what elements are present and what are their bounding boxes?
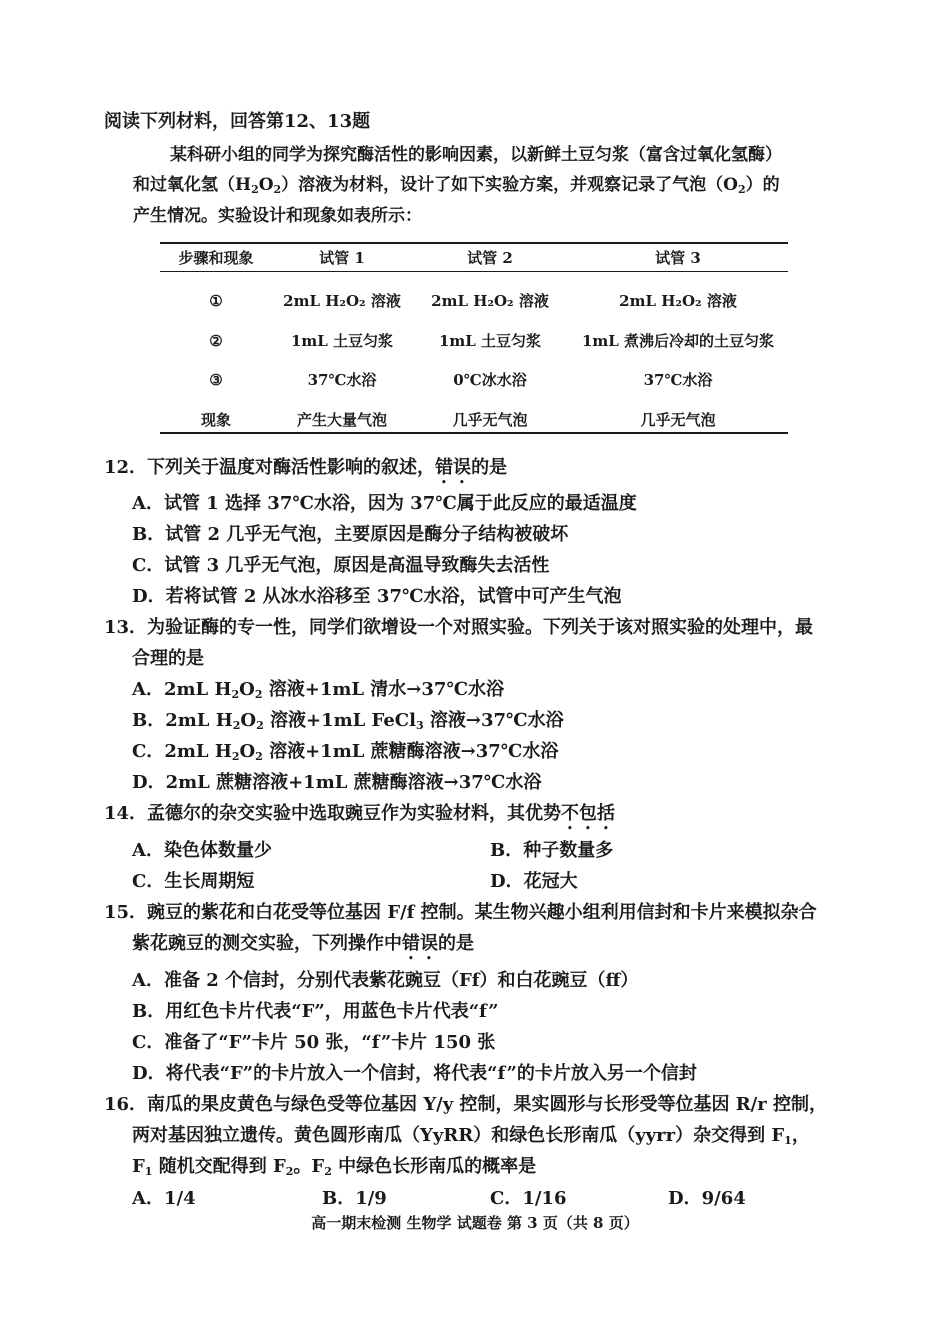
table-cell: 0℃冰水浴 bbox=[453, 371, 527, 389]
q12-stem: 12．下列关于温度对酶活性影响的叙述，错误的是 bbox=[104, 457, 508, 478]
q14-option-a: A．染色体数量少 bbox=[132, 840, 272, 861]
q16-stem-line-1: 16．南瓜的果皮黄色与绿色受等位基因 Y/y 控制，果实圆形与长形受等位基因 R/r 控制， bbox=[104, 1094, 828, 1115]
table-cell: 产生大量气泡 bbox=[296, 411, 388, 429]
table-header-rule bbox=[160, 271, 788, 272]
table-header-cell: 试管 1 bbox=[319, 249, 365, 267]
q16-option-b: B．1/9 bbox=[322, 1188, 387, 1209]
q15-option-b: B．用红色卡片代表“F”，用蓝色卡片代表“f” bbox=[132, 1001, 499, 1022]
table-cell: 2mL H₂O₂ 溶液 bbox=[283, 292, 401, 310]
q14-stem: 14．孟德尔的杂交实验中选取豌豆作为实验材料，其优势不包括 bbox=[104, 803, 616, 824]
table-cell: 2mL H₂O₂ 溶液 bbox=[619, 292, 737, 310]
table-cell: ① bbox=[209, 292, 223, 310]
q16-stem-line-2: 两对基因独立遗传。黄色圆形南瓜（YyRR）和绿色长形南瓜（yyrr）杂交得到 $F_1$， bbox=[132, 1125, 810, 1147]
q16-option-a: A．1/4 bbox=[132, 1188, 196, 1209]
q15-stem-line-1: 15．豌豆的紫花和白花受等位基因 F/f 控制。某生物兴趣小组利用信封和卡片来模拟杂合 bbox=[104, 902, 817, 923]
table-top-rule bbox=[160, 242, 788, 244]
table-cell: 1mL 土豆匀浆 bbox=[438, 332, 542, 350]
q13-stem-line-1: 13．为验证酶的专一性，同学们欲增设一个对照实验。下列关于该对照实验的处理中，最 bbox=[104, 617, 814, 638]
passage-line-3: 产生情况。实验设计和现象如表所示： bbox=[133, 206, 422, 226]
q13-option-a: A．2mL $H_2O_2$ 溶液+1mL 清水→37℃水浴 bbox=[132, 679, 505, 701]
q14-option-b: B．种子数量多 bbox=[490, 840, 614, 861]
q15-stem-line-2: 紫花豌豆的测交实验，下列操作中错误的是 bbox=[132, 933, 474, 954]
q14-option-c: C．生长周期短 bbox=[132, 871, 255, 892]
table-bottom-rule bbox=[160, 432, 788, 434]
q12-option-d: D．若将试管 2 从冰水浴移至 37℃水浴，试管中可产生气泡 bbox=[132, 586, 622, 607]
table-cell: 1mL 煮沸后冷却的土豆匀浆 bbox=[581, 332, 775, 350]
q15-emphasis: 错误 bbox=[402, 933, 438, 954]
q15-option-d: D．将代表“F”的卡片放入一个信封，将代表“f”的卡片放入另一个信封 bbox=[132, 1063, 697, 1084]
q12-emphasis: 错误 bbox=[435, 457, 472, 478]
passage-line-2: 和过氧化氢$(H_2O_2)$溶液为材料，设计了如下实验方案，并观察记录了气泡$(O_2)$的 bbox=[133, 175, 780, 196]
page-footer: 高一期末检测 生物学 试题卷 第 3 页（共 8 页） bbox=[311, 1214, 639, 1232]
table-cell: 37℃水浴 bbox=[643, 371, 713, 389]
table-header-cell: 试管 2 bbox=[467, 249, 513, 267]
table-cell: 2mL H₂O₂ 溶液 bbox=[431, 292, 549, 310]
q15-option-a: A．准备 2 个信封，分别代表紫花豌豆（Ff）和白花豌豆（ff） bbox=[132, 970, 639, 991]
q12-option-b: B．试管 2 几乎无气泡，主要原因是酶分子结构被破坏 bbox=[132, 524, 569, 545]
table-cell: 几乎无气泡 bbox=[452, 411, 528, 429]
table-cell: ③ bbox=[209, 371, 223, 389]
table-header-cell: 试管 3 bbox=[655, 249, 701, 267]
q13-option-b: B．2mL $H_2O_2$ 溶液+1mL FeCl$_3$ 溶液→37℃水浴 bbox=[132, 710, 564, 732]
passage-heading: 阅读下列材料，回答第12、13题 bbox=[104, 111, 371, 132]
experiment-table bbox=[160, 242, 788, 434]
q13-option-c: C．2mL $H_2O_2$ 溶液+1mL 蔗糖酶溶液→37℃水浴 bbox=[132, 741, 559, 763]
table-cell: 1mL 土豆匀浆 bbox=[290, 332, 394, 350]
q12-option-c: C．试管 3 几乎无气泡，原因是高温导致酶失去活性 bbox=[132, 555, 550, 576]
q15-option-c: C．准备了“F”卡片 50 张，“f”卡片 150 张 bbox=[132, 1032, 496, 1053]
q16-stem-line-3: $F_1$ 随机交配得到 $F_2$。$F_2$ 中绿色长形南瓜的概率是 bbox=[132, 1156, 537, 1178]
table-cell: ② bbox=[209, 332, 223, 350]
q16-option-d: D．9/64 bbox=[668, 1188, 746, 1209]
table-cell: 37℃水浴 bbox=[307, 371, 377, 389]
q13-option-d: D．2mL 蔗糖溶液+1mL 蔗糖酶溶液→37℃水浴 bbox=[132, 772, 542, 793]
q12-option-a: A．试管 1 选择 37℃水浴，因为 37℃属于此反应的最适温度 bbox=[132, 493, 637, 514]
table-cell: 现象 bbox=[200, 411, 232, 429]
q14-emphasis: 不包括 bbox=[561, 803, 616, 824]
table-cell: 几乎无气泡 bbox=[640, 411, 716, 429]
q13-stem-line-2: 合理的是 bbox=[132, 648, 204, 669]
table-header-cell: 步骤和现象 bbox=[178, 249, 254, 267]
q14-option-d: D．花冠大 bbox=[490, 871, 578, 892]
q16-option-c: C．1/16 bbox=[490, 1188, 567, 1209]
passage-line-1: 某科研小组的同学为探究酶活性的影响因素，以新鲜土豆匀浆（富含过氧化氢酶） bbox=[170, 145, 782, 165]
